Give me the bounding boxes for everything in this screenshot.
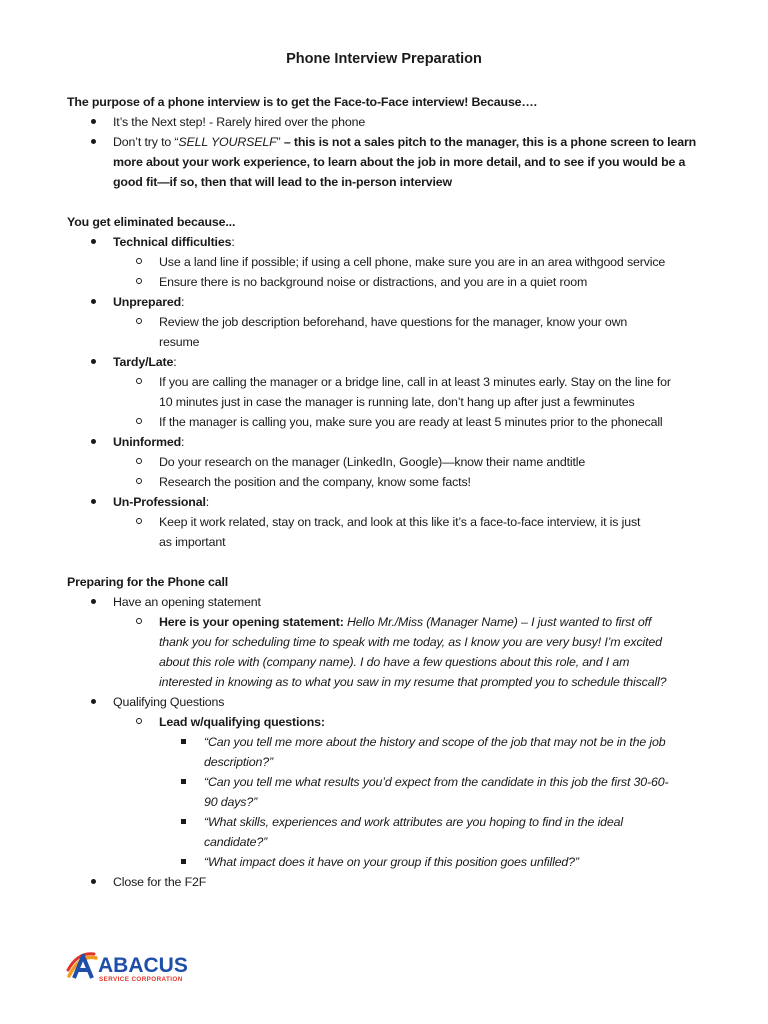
bullet-icon [91, 879, 96, 884]
circle-bullet-icon [136, 618, 142, 624]
technical-item: Technical difficulties: [113, 235, 235, 249]
square-bullet-icon [181, 859, 186, 864]
unprepared-item: Unprepared: [113, 295, 185, 309]
purpose-bullet-2-close: ” [276, 135, 284, 149]
bullet-icon [91, 299, 96, 304]
bullet-icon [91, 439, 96, 444]
unprofessional-sub-1-cont: as important [159, 535, 226, 549]
unprepared-sub-1-cont: resume [159, 335, 200, 349]
close-item: Close for the F2F [113, 875, 207, 889]
purpose-bullet-2-line-3: good fit—if so, then that will lead to the in-person interview [113, 175, 453, 189]
square-bullet-icon [181, 739, 186, 744]
opening-statement-line-1: Hello Mr./Miss (Manager Name) – I just wanted to first off [343, 615, 652, 629]
circle-bullet-icon [136, 418, 142, 424]
uninformed-sub-2: Research the position and the company, know some facts! [159, 475, 471, 489]
opening-statement-label: Here is your opening statement: [159, 615, 344, 629]
purpose-bullet-1: It’s the Next step! - Rarely hired over the phone [113, 115, 366, 129]
question-4: “What impact does it have on your group if this position goes unfilled?” [204, 855, 579, 869]
square-bullet-icon [181, 779, 186, 784]
technical-sub-1: Use a land line if possible; if using a cell phone, make sure you are in an area withgood service [159, 255, 666, 269]
abacus-logo [66, 948, 206, 984]
square-bullet-icon [181, 819, 186, 824]
bullet-icon [91, 119, 96, 124]
question-2-cont: 90 days?” [204, 795, 258, 809]
bullet-icon [91, 139, 96, 144]
opening-item: Have an opening statement [113, 595, 261, 609]
opening-statement-line-4: interested in knowing as to what you saw in my resume that prompted you to schedule thiscall? [159, 675, 667, 689]
circle-bullet-icon [136, 318, 142, 324]
circle-bullet-icon [136, 258, 142, 264]
technical-sub-2: Ensure there is no background noise or distractions, and you are in a quiet room [159, 275, 588, 289]
page-title: Phone Interview Preparation [286, 51, 482, 67]
logo-tagline: SERVICE CORPORATION [99, 976, 183, 983]
circle-bullet-icon [136, 478, 142, 484]
purpose-bullet-2-bold-1: – this is not a sales pitch to the manager, this is a phone screen to learn [283, 135, 697, 149]
circle-bullet-icon [136, 378, 142, 384]
circle-bullet-icon [136, 278, 142, 284]
purpose-bullet-2 [113, 132, 696, 152]
qualifying-item: Qualifying Questions [113, 695, 225, 709]
tardy-sub-1: If you are calling the manager or a bridge line, call in at least 3 minutes early. Stay on the line for [159, 375, 671, 389]
unprofessional-label: Un-Professional [113, 495, 206, 509]
tardy-item: Tardy/Late: [113, 355, 177, 369]
unprofessional-sub-1: Keep it work related, stay on track, and look at this like it’s a face-to-face interview, it is just [159, 515, 641, 529]
unprepared-label: Unprepared [113, 295, 182, 309]
uninformed-label: Uninformed [113, 435, 182, 449]
circle-bullet-icon [136, 458, 142, 464]
purpose-bullet-2-line-2: more about your work experience, to learn about the job in more detail, and to see if you would be a [113, 155, 686, 169]
question-3: “What skills, experiences and work attributes are you hoping to find in the ideal [204, 815, 623, 829]
bullet-icon [91, 699, 96, 704]
purpose-heading: The purpose of a phone interview is to get the Face-to-Face interview! Because…. [67, 95, 537, 109]
tardy-sub-2: If the manager is calling you, make sure you are ready at least 5 minutes prior to the phonecall [159, 415, 663, 429]
logo-wordmark: ABACUS [98, 954, 188, 977]
bullet-icon [91, 359, 96, 364]
unprepared-sub-1: Review the job description beforehand, have questions for the manager, know your own [159, 315, 628, 329]
question-1-cont: description?” [204, 755, 273, 769]
purpose-bullet-2-pre: Don’t try to “ [113, 135, 179, 149]
circle-bullet-icon [136, 518, 142, 524]
bullet-icon [91, 239, 96, 244]
circle-bullet-icon [136, 718, 142, 724]
bullet-icon [91, 599, 96, 604]
sell-yourself-text: SELL YOURSELF [178, 135, 277, 149]
opening-statement [159, 612, 651, 632]
eliminated-heading: You get eliminated because... [67, 215, 236, 229]
bullet-icon [91, 499, 96, 504]
technical-label: Technical difficulties [113, 235, 232, 249]
unprofessional-item: Un-Professional: [113, 495, 210, 509]
tardy-label: Tardy/Late [113, 355, 174, 369]
question-2: “Can you tell me what results you’d expect from the candidate in this job the first 30-60- [204, 775, 669, 789]
tardy-sub-1-cont: 10 minutes just in case the manager is running late, don’t hang up after just a fewminutes [159, 395, 635, 409]
opening-statement-line-2: thank you for scheduling time to speak with me today, as I know you are very busy! I’m excited [159, 635, 662, 649]
question-1: “Can you tell me more about the history and scope of the job that may not be in the job [204, 735, 666, 749]
preparing-heading: Preparing for the Phone call [67, 575, 229, 589]
abacus-logo-graphic [66, 948, 206, 984]
opening-statement-line-3: about this role with (company name). I do have a few questions about this role, and I am [159, 655, 630, 669]
uninformed-item: Uninformed: [113, 435, 185, 449]
qualifying-sub-label: Lead w/qualifying questions: [159, 715, 325, 729]
uninformed-sub-1: Do your research on the manager (LinkedIn, Google)—know their name andtitle [159, 455, 586, 469]
question-3-cont: candidate?” [204, 835, 268, 849]
